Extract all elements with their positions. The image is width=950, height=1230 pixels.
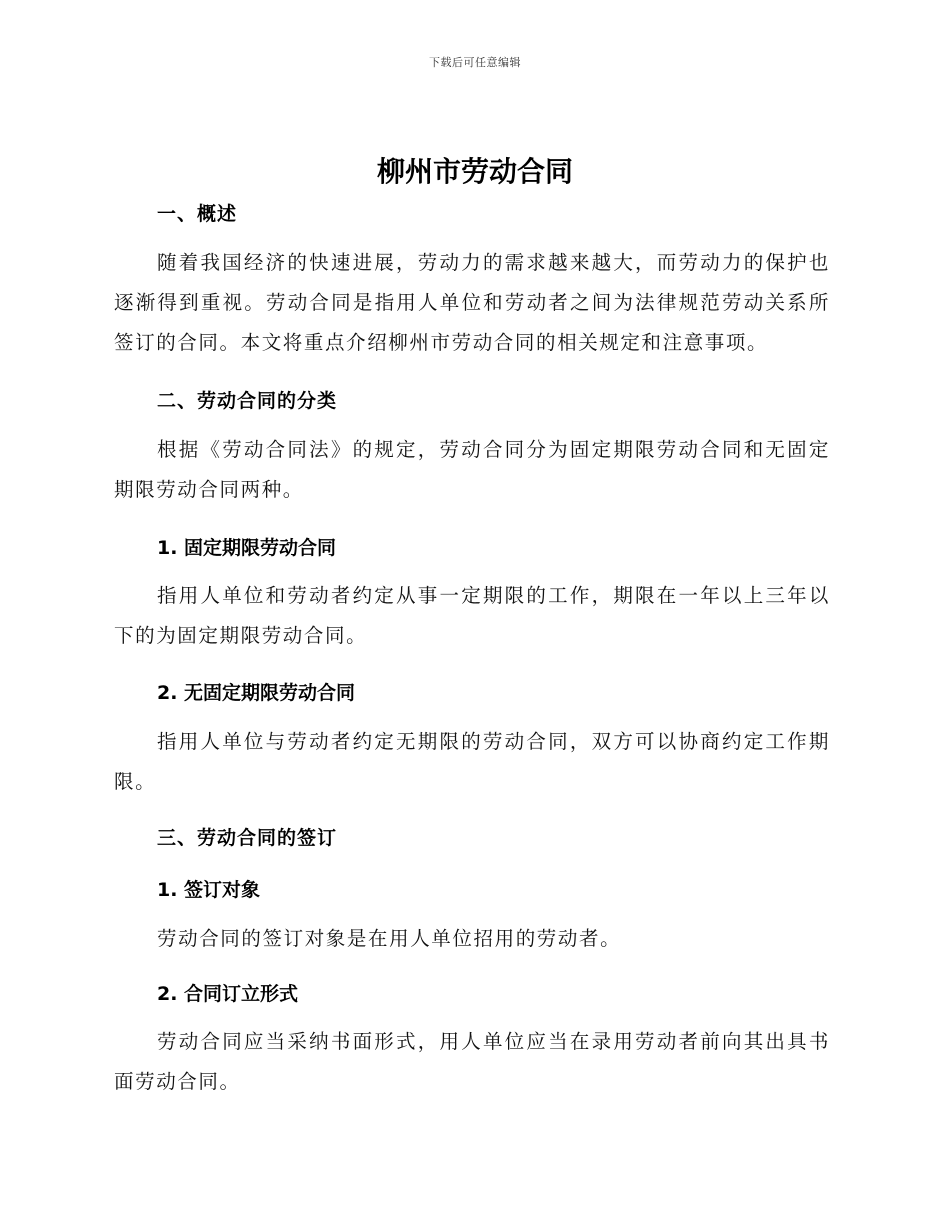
paragraph-contract-form: 劳动合同应当采纳书面形式，用人单位应当在录用劳动者前向其出具书面劳动合同。 bbox=[114, 1030, 830, 1093]
paragraph-fixed-term: 指用人单位和劳动者约定从事一定期限的工作，期限在一年以上三年以下的为固定期限劳动合同。 bbox=[114, 584, 830, 647]
paragraph-signing-target: 劳动合同的签订对象是在用人单位招用的劳动者。 bbox=[157, 927, 622, 950]
section-heading-overview: 一、概述 bbox=[157, 203, 238, 225]
document-title: 柳州市劳动合同 bbox=[376, 155, 573, 188]
header-note: 下载后可任意编辑 bbox=[429, 56, 521, 69]
paragraph-classification: 根据《劳动合同法》的规定，劳动合同分为固定期限劳动合同和无固定期限劳动合同两种。 bbox=[114, 438, 830, 501]
paragraph-overview: 随着我国经济的快速进展，劳动力的需求越来越大，而劳动力的保护也逐渐得到重视。劳动合同是指用人单位和劳动者之间为法律规范劳动关系所签订的合同。本文将重点介绍柳州市劳动合同的相关规定和注意事项。 bbox=[114, 251, 830, 354]
section-heading-signing: 三、劳动合同的签订 bbox=[157, 827, 338, 849]
subheading-signing-target: 1. 签订对象 bbox=[157, 879, 261, 901]
section-heading-classification: 二、劳动合同的分类 bbox=[157, 390, 338, 412]
subheading-contract-form: 2. 合同订立形式 bbox=[157, 983, 299, 1005]
paragraph-open-term: 指用人单位与劳动者约定无期限的劳动合同，双方可以协商约定工作期限。 bbox=[114, 730, 830, 793]
subheading-fixed-term: 1. 固定期限劳动合同 bbox=[157, 537, 337, 559]
subheading-open-term: 2. 无固定期限劳动合同 bbox=[157, 682, 356, 704]
